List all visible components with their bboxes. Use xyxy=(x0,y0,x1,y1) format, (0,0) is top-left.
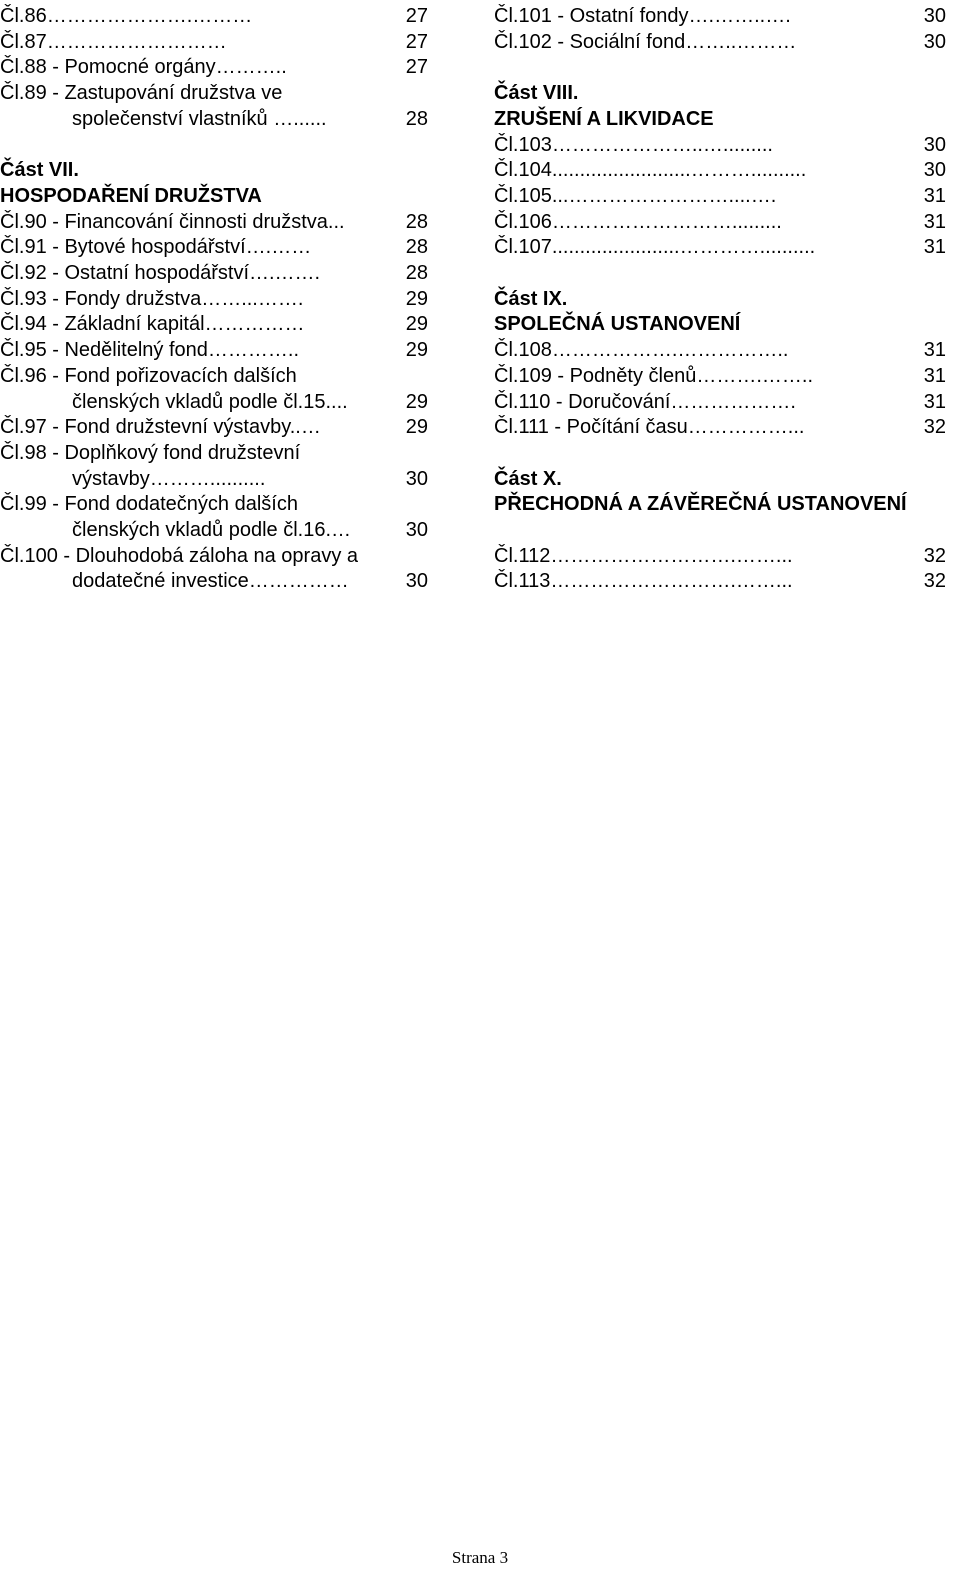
toc-entry[interactable] xyxy=(494,338,946,364)
spacer xyxy=(494,261,946,287)
section-heading: PŘECHODNÁ A ZÁVĚREČNÁ USTANOVENÍ xyxy=(494,493,907,516)
toc-page-number: 28 xyxy=(405,210,428,233)
toc-entry[interactable] xyxy=(0,4,428,30)
toc-entry-title: Čl.110 - Doručování………………. xyxy=(494,390,796,413)
toc-entry-title: Čl.113……………………….……... xyxy=(494,570,793,593)
toc-entry-title: Čl.93 - Fondy družstva……...……. xyxy=(0,287,304,310)
toc-entry-title: Čl.96 - Fond pořizovacích dalších xyxy=(0,364,297,387)
toc-entry-title: Čl.108……………….…………….. xyxy=(494,339,789,362)
toc-entry-title: Čl.90 - Financování činnosti družstva... xyxy=(0,210,345,233)
toc-page-number: 30 xyxy=(923,159,946,182)
toc-page-number: 30 xyxy=(405,467,428,490)
section-heading: HOSPODAŘENÍ DRUŽSTVA xyxy=(0,184,262,207)
toc-page-number: 27 xyxy=(405,5,428,27)
toc-entry[interactable] xyxy=(494,210,946,236)
toc-entry-title: Čl.101 - Ostatní fondy….……..…. xyxy=(494,5,791,27)
spacer xyxy=(494,518,946,544)
toc-entry-title: Čl.103…………………..…......... xyxy=(494,133,773,156)
spacer xyxy=(0,133,428,159)
toc-entry-title: Čl.102 - Sociální fond……..……… xyxy=(494,30,797,53)
toc-page-number: 30 xyxy=(923,133,946,156)
toc-page-number: 30 xyxy=(405,570,428,593)
toc-entry-title: Čl.94 - Základní kapitál…………… xyxy=(0,313,305,336)
toc-page-number: 27 xyxy=(405,56,428,79)
toc-page-number: 31 xyxy=(923,184,946,207)
toc-entry-title: Čl.104.........................……….......... xyxy=(494,159,807,182)
toc-entry[interactable] xyxy=(0,364,428,415)
toc-entry-title: členských vkladů podle čl.16.… xyxy=(72,519,352,542)
toc-page-number: 29 xyxy=(405,313,428,336)
toc-entry-title: Čl.87……………………… xyxy=(0,30,227,53)
toc-entry[interactable] xyxy=(0,338,428,364)
toc-page-number: 28 xyxy=(405,262,428,285)
toc-entry[interactable] xyxy=(494,544,946,570)
section-heading: Část X. xyxy=(494,467,562,490)
toc-page-number: 29 xyxy=(405,416,428,439)
toc-entry-title: Čl.105...……………………....…. xyxy=(494,184,777,207)
toc-page-number: 31 xyxy=(923,364,946,387)
toc-right-column xyxy=(494,4,946,595)
toc-entry-title: Čl.95 - Nedělitelný fond………….. xyxy=(0,339,300,362)
toc-entry-title: společenství vlastníků …...... xyxy=(72,107,327,130)
toc-entry[interactable] xyxy=(494,364,946,390)
toc-page-number: 32 xyxy=(923,544,946,567)
toc-entry-title: Čl.92 - Ostatní hospodářství….……. xyxy=(0,262,321,285)
toc-entry-title: dodatečné investice…………… xyxy=(72,570,349,593)
toc-entry[interactable] xyxy=(494,4,946,30)
toc-page-number: 30 xyxy=(923,5,946,27)
toc-page-number: 28 xyxy=(405,236,428,259)
toc-entry-title: Čl.89 - Zastupování družstva ve xyxy=(0,82,283,105)
toc-entry[interactable] xyxy=(494,390,946,416)
toc-entry-title: Čl.106………………………......... xyxy=(494,210,782,233)
toc-page-number: 31 xyxy=(923,339,946,362)
toc-page-number: 29 xyxy=(405,390,428,413)
toc-page-number: 30 xyxy=(405,519,428,542)
toc-entry[interactable] xyxy=(0,287,428,313)
toc-entry-title: Čl.97 - Fond družstevní výstavby..… xyxy=(0,416,321,439)
toc-page-number: 28 xyxy=(405,107,428,130)
toc-entry[interactable] xyxy=(494,569,946,595)
section-heading: Část VII. xyxy=(0,159,79,182)
toc-entry[interactable] xyxy=(0,30,428,56)
section-heading: ZRUŠENÍ A LIKVIDACE xyxy=(494,107,714,130)
section-heading: Část VIII. xyxy=(494,82,579,105)
toc-page-number: 32 xyxy=(923,570,946,593)
toc-entry-title: Čl.107.......................………….......... xyxy=(494,236,816,259)
section-heading: Část IX. xyxy=(494,287,568,310)
toc-entry-title: výstavby……….......... xyxy=(72,467,266,490)
toc-page-number: 29 xyxy=(405,339,428,362)
toc-entry-title: Čl.111 - Počítání času……………... xyxy=(494,416,805,439)
toc-entry-title: Čl.112……………………….……... xyxy=(494,544,793,567)
toc-page-number: 30 xyxy=(923,30,946,53)
toc-entry[interactable] xyxy=(0,261,428,287)
spacer xyxy=(494,55,946,81)
section-heading: SPOLEČNÁ USTANOVENÍ xyxy=(494,313,741,336)
toc-entry[interactable] xyxy=(0,81,428,132)
toc-entry[interactable] xyxy=(0,235,428,261)
page-footer: Strana 3 xyxy=(451,1548,509,1567)
toc-page-number: 31 xyxy=(923,210,946,233)
toc-entry[interactable] xyxy=(0,544,428,595)
toc-page-number: 27 xyxy=(405,30,428,53)
spacer xyxy=(494,441,946,467)
toc-entry[interactable] xyxy=(494,158,946,184)
toc-entry-title: Čl.98 - Doplňkový fond družstevní xyxy=(0,441,301,464)
toc-entry[interactable] xyxy=(494,133,946,159)
toc-page-number: 31 xyxy=(923,236,946,259)
toc-page-number: 29 xyxy=(405,287,428,310)
toc-entry[interactable] xyxy=(0,492,428,543)
toc-entry[interactable] xyxy=(0,441,428,492)
toc-entry-title: Čl.88 - Pomocné orgány……….. xyxy=(0,56,287,79)
toc-entry-title: Čl.99 - Fond dodatečných dalších xyxy=(0,493,298,516)
toc-page-number: 32 xyxy=(923,416,946,439)
toc-entry[interactable] xyxy=(494,184,946,210)
toc-entry[interactable] xyxy=(0,55,428,81)
toc-entry-title: Čl.109 - Podněty členů……….…….. xyxy=(494,364,814,387)
toc-entry-title: Čl.86………………….……… xyxy=(0,5,253,27)
toc-entry[interactable] xyxy=(494,30,946,56)
toc-entry[interactable] xyxy=(0,415,428,441)
toc-entry[interactable] xyxy=(494,415,946,441)
toc-entry-title: Čl.91 - Bytové hospodářství….…… xyxy=(0,236,312,259)
toc-page-number: 31 xyxy=(923,390,946,413)
toc-left-column xyxy=(0,4,428,595)
toc-entry-title: Čl.100 - Dlouhodobá záloha na opravy a xyxy=(0,544,359,567)
toc-entry-title: členských vkladů podle čl.15.... xyxy=(72,390,348,413)
toc-entry[interactable] xyxy=(0,312,428,338)
toc-entry[interactable] xyxy=(0,210,428,236)
toc-entry[interactable] xyxy=(494,235,946,261)
